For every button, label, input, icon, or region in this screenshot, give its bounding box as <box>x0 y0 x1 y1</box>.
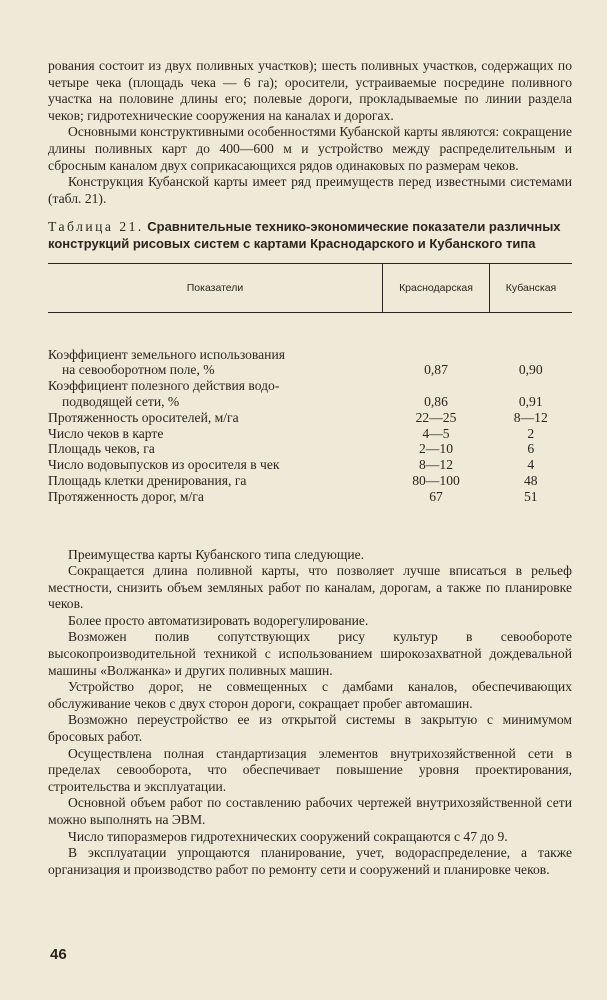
cell-kuban: 4 <box>527 457 535 473</box>
row-label: Число водовыпусков из оросителя в чек <box>48 457 280 473</box>
row-label: Площадь клетки дренирования, га <box>48 472 247 488</box>
cell-krasnodar: 0,87 <box>424 362 448 378</box>
cell-krasnodar: 22—25 <box>415 409 457 425</box>
row-label: Протяженность оросителей, м/га <box>48 409 239 425</box>
row-label: Протяженность дорог, м/га <box>48 488 204 504</box>
cell-krasnodar: 67 <box>429 488 443 504</box>
row-label <box>48 312 383 378</box>
paragraph: Возможно переустройство ее из открытой системы в закрытую с минимумом бросовых работ. <box>48 712 572 745</box>
page-number: 46 <box>50 946 67 963</box>
table-caption-lead: Таблица 21. <box>48 219 144 235</box>
row-label-line2: подводящей сети, % <box>62 393 180 409</box>
cell-kuban: 0,91 <box>518 393 543 409</box>
top-text <box>48 58 572 207</box>
cell-kuban: 8—12 <box>513 409 548 425</box>
table-row <box>48 489 572 505</box>
paragraph: Более просто автоматизировать водорегулирование. <box>68 612 369 628</box>
paragraph: Основной объем работ по составлению рабочих чертежей внутрихозяйственной сети можно выполнять на ЭВМ. <box>48 795 572 827</box>
table-row <box>48 312 572 378</box>
header-kuban: Кубанская <box>490 263 573 312</box>
cell-krasnodar: 4—5 <box>422 425 450 441</box>
cell-kuban: 6 <box>527 441 535 457</box>
paragraph: Число типоразмеров гидротехнических сооружений сокращаются с 47 до 9. <box>68 828 508 844</box>
row-label-line1: Коэффициент земельного использования <box>48 346 285 362</box>
row-label-line1: Коэффициент полезного действия водо- <box>48 378 280 394</box>
header-krasnodar: Краснодарская <box>383 263 490 312</box>
paragraph: Устройство дорог, не совмещенных с дамбами каналов, обеспечивающих обслуживание чеков с двух сторон дороги, сокращает пробег автомашин. <box>48 679 572 711</box>
paragraph: Осуществлена полная стандартизация элементов внутрихозяйственной сети в пределах севооборота, что обеспечивает повышение уровня проектирования, строительства и эксплуатации. <box>48 745 572 794</box>
table-row <box>48 457 572 473</box>
table-row <box>48 441 572 457</box>
cell-krasnodar: 80—100 <box>412 472 460 488</box>
cell-krasnodar: 0,86 <box>424 393 448 409</box>
comparison-table <box>48 263 572 505</box>
paragraph: Преимущества карты Кубанского типа следующие. <box>68 546 365 562</box>
table-header-row <box>48 263 572 312</box>
table-row <box>48 378 572 410</box>
row-label: Площадь чеков, га <box>48 441 155 457</box>
cell-krasnodar: 8—12 <box>419 457 453 473</box>
cell-kuban: 2 <box>527 425 535 441</box>
table-row <box>48 426 572 442</box>
paragraph: В эксплуатации упрощаются планирование, учет, водораспределение, а также организация и производство работ по ремонту сети и сооружений и планировке чеков. <box>48 845 572 877</box>
cell-kuban: 51 <box>523 488 538 504</box>
cell-krasnodar: 2—10 <box>419 441 453 457</box>
paragraph: Конструкция Кубанской карты имеет ряд преимуществ перед известными системами (табл. 21). <box>48 174 572 206</box>
cell-kuban: 0,90 <box>518 362 543 378</box>
row-label <box>48 378 383 410</box>
table-row <box>48 410 572 426</box>
paragraph: рования состоит из двух поливных участков); шесть поливных участков, содержащих по четыре чека (площадь чека — 6 га); оросители, устраиваемые посредине поливного участка на половине длины его; полевые дороги, прокладываемые по линии раздела чеков; гидротехнические сооружения на каналах и дорогах. <box>48 58 572 123</box>
bottom-text <box>48 547 572 879</box>
table-row <box>48 473 572 489</box>
header-indicators: Показатели <box>48 263 383 312</box>
paragraph: Основными конструктивными особенностями Кубанской карты являются: сокращение длины поливных карт до 400—600 м и устройство между распределительным и сбросным каналом двух соприкасающихся рядов одинаковых по размерам чеков. <box>48 124 572 173</box>
paragraph: Сокращается длина поливной карты, что позволяет лучше вписаться в рельеф местности, снизить объем земляных работ по каналам, дорогам, а также по планировке чеков. <box>48 563 572 612</box>
table-caption <box>48 219 572 252</box>
paragraph: Возможен полив сопутствующих рису культур в севообороте высокопроизводительной техникой с использованием широкозахватной дождевальной машины «Волжанка» и других поливных машин. <box>48 629 572 678</box>
table-caption-title: Сравнительные технико-экономические показатели различных конструкций рисовых систем с картами Краснодарского и Кубанского типа <box>48 219 561 251</box>
cell-kuban: 48 <box>523 472 538 488</box>
row-label: Число чеков в карте <box>48 425 164 441</box>
row-label-line2: на севооборотном поле, % <box>62 362 215 378</box>
page-body <box>48 58 572 878</box>
